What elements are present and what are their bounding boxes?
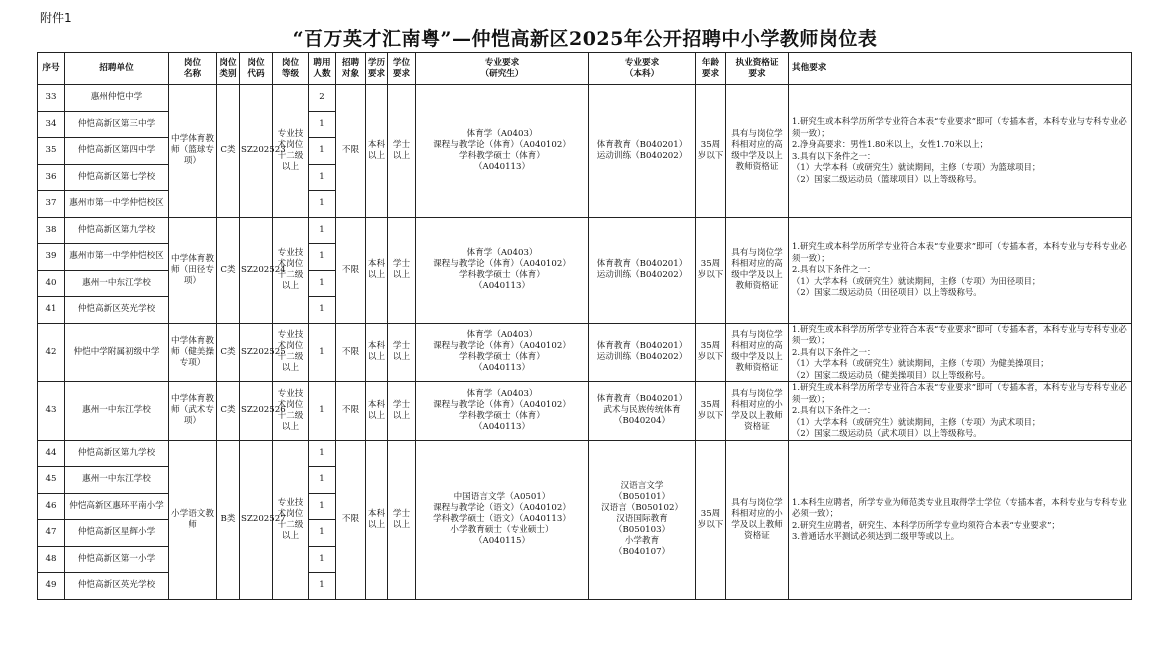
- seq-cell: 35: [38, 138, 65, 165]
- count-cell: 1: [309, 520, 336, 547]
- major-ug-line: 体育教育（B040201）: [596, 139, 688, 150]
- degree-cell: 学士以上: [388, 217, 416, 323]
- header-other: 其他要求: [789, 53, 1132, 85]
- table-row: [38, 85, 1132, 112]
- other-req-line: 3.普通话水平测试必须达到二级甲等或以上。: [792, 531, 960, 541]
- seq-cell: 33: [38, 85, 65, 112]
- header-age: [696, 53, 726, 85]
- count-cell: 1: [309, 217, 336, 244]
- post-level-cell: 专业技术岗位十二级以上: [273, 382, 309, 441]
- count-cell: 1: [309, 382, 336, 441]
- other-req-cell: [789, 85, 1132, 218]
- annex-label: 附件1: [40, 11, 72, 25]
- unit-cell: 惠州一中东江学校: [65, 467, 169, 494]
- unit-cell: 仲恺高新区英光学校: [65, 297, 169, 324]
- other-req-line: 2.净身高要求：男性1.80米以上，女性1.70米以上；: [792, 139, 989, 150]
- header-major-ug: [589, 53, 696, 85]
- unit-cell: 惠州市第一中学仲恺校区: [65, 191, 169, 218]
- header-text: 招聘: [341, 57, 360, 68]
- header-cert: [726, 53, 789, 85]
- major-grad-cell: [416, 382, 589, 441]
- seq-cell: 38: [38, 217, 65, 244]
- major-grad-line: 课程与教学论（体育）（A040102）: [433, 399, 571, 410]
- target-cell: 不限: [336, 382, 366, 441]
- seq-cell: 45: [38, 467, 65, 494]
- header-text: 专业要求: [484, 57, 520, 68]
- post-type-cell: B类: [217, 440, 240, 599]
- other-req-line: 1.研究生或本科学历所学专业符合本表“专业要求”即可（专插本者，本科专业与专科专业必须一致）；: [792, 323, 1127, 345]
- other-req-cell: [789, 440, 1132, 599]
- header-text: 对象: [341, 68, 360, 79]
- count-cell: 1: [309, 244, 336, 271]
- header-text: 学位: [392, 57, 411, 68]
- major-grad-line: 学科教学硕士（语文）（A040113）: [433, 514, 571, 524]
- other-req-line: （2）国家二级运动员（健美操项目）以上等级称号。: [792, 369, 990, 380]
- table-row: [38, 323, 1132, 382]
- header-text: 类别: [219, 68, 237, 79]
- header-post-code: [240, 53, 273, 85]
- unit-cell: 惠州仲恺中学: [65, 85, 169, 112]
- edu-cell: 本科以上: [366, 85, 388, 218]
- target-cell: 不限: [336, 217, 366, 323]
- major-ug-line: 运动训练（B040202）: [596, 150, 688, 161]
- major-grad-line: 体育学（A0403）: [466, 388, 538, 399]
- other-req-line: 3.具有以下条件之一：: [792, 150, 876, 161]
- unit-cell: 仲恺高新区第七学校: [65, 164, 169, 191]
- cert-cell: 具有与岗位学科相对应的小学及以上教师资格证: [726, 440, 789, 599]
- major-grad-line: 课程与教学论（语文）（A040102）: [433, 503, 571, 513]
- header-text: 名称: [183, 68, 202, 79]
- header-edu: [366, 53, 388, 85]
- major-ug-line: （B040204）: [613, 416, 671, 427]
- major-grad-line: （A040113）: [473, 363, 531, 374]
- post-type-cell: C类: [217, 217, 240, 323]
- major-grad-cell: [416, 323, 589, 382]
- seq-cell: 46: [38, 493, 65, 520]
- header-text: 年龄: [701, 57, 720, 68]
- other-req-line: （2）国家二级运动员（篮球项目）以上等级称号。: [792, 173, 982, 184]
- other-req-line: （2）国家二级运动员（田径项目）以上等级称号。: [792, 287, 982, 298]
- count-cell: 1: [309, 493, 336, 520]
- target-cell: 不限: [336, 440, 366, 599]
- other-req-line: 2.具有以下条件之一：: [792, 346, 876, 357]
- cert-cell: 具有与岗位学科相对应的小学及以上教师资格证: [726, 382, 789, 441]
- major-grad-line: （A040113）: [473, 421, 531, 432]
- recruitment-table: [37, 52, 1132, 600]
- major-ug-cell: [589, 85, 696, 218]
- cert-cell: 具有与岗位学科相对应的高级中学及以上教师资格证: [726, 323, 789, 382]
- post-name-cell: 小学语文教师: [169, 440, 217, 599]
- header-post-level: [273, 53, 309, 85]
- post-code-cell: SZ202527: [240, 440, 273, 599]
- major-ug-line: 汉语国际教育: [616, 514, 668, 524]
- header-count: [309, 53, 336, 85]
- major-grad-line: 课程与教学论（体育）（A040102）: [433, 341, 571, 352]
- unit-cell: 仲恺高新区第九学校: [65, 440, 169, 467]
- seq-cell: 40: [38, 270, 65, 297]
- unit-cell: 惠州一中东江学校: [65, 382, 169, 441]
- count-cell: 1: [309, 573, 336, 600]
- seq-cell: 42: [38, 323, 65, 382]
- unit-cell: 仲恺高新区英光学校: [65, 573, 169, 600]
- other-req-line: 1.本科生应聘者，所学专业为师范类专业且取得学士学位（专插本者，本科专业与专科专业必须一致）；: [792, 496, 1127, 518]
- age-cell: 35周岁以下: [696, 85, 726, 218]
- post-level-cell: 专业技术岗位十二级以上: [273, 217, 309, 323]
- major-grad-line: 体育学（A0403）: [466, 128, 538, 139]
- major-ug-line: 汉语言（B050102）: [600, 503, 684, 513]
- target-cell: 不限: [336, 85, 366, 218]
- post-level-cell: 专业技术岗位十二级以上: [273, 440, 309, 599]
- other-req-cell: [789, 382, 1132, 441]
- other-req-cell: [789, 323, 1132, 382]
- major-ug-cell: [589, 323, 696, 382]
- seq-cell: 43: [38, 382, 65, 441]
- unit-cell: 惠州市第一中学仲恺校区: [65, 244, 169, 271]
- count-cell: 1: [309, 467, 336, 494]
- unit-cell: 仲恺高新区第一小学: [65, 546, 169, 573]
- major-ug-line: 体育教育（B040201）: [596, 341, 688, 352]
- unit-cell: 仲恺高新区惠环平南小学: [65, 493, 169, 520]
- major-ug-line: 运动训练（B040202）: [596, 352, 688, 363]
- header-text: 专业要求: [624, 57, 660, 68]
- unit-cell: 仲恺高新区第九学校: [65, 217, 169, 244]
- other-req-line: （2）国家二级运动员（武术项目）以上等级称号。: [792, 428, 982, 438]
- major-grad-line: 学科教学硕士（体育）: [459, 410, 545, 421]
- header-text: 岗位: [281, 57, 300, 68]
- major-grad-line: 学科教学硕士（体育）: [459, 270, 545, 280]
- major-grad-line: （A040113）: [473, 161, 531, 172]
- table-body: [38, 85, 1132, 600]
- count-cell: 1: [309, 546, 336, 573]
- major-ug-line: 武术与民族传统体育: [603, 405, 681, 416]
- header-text: 人数: [313, 68, 331, 79]
- post-type-cell: C类: [217, 323, 240, 382]
- post-level-cell: 专业技术岗位十二级以上: [273, 323, 309, 382]
- post-level-cell: 专业技术岗位十二级以上: [273, 85, 309, 218]
- post-name-cell: 中学体育教师（武术专项）: [169, 382, 217, 441]
- other-req-line: 2.研究生应聘者，研究生、本科学历所学专业均须符合本表“专业要求”；: [792, 519, 1060, 530]
- header-text: 要求: [701, 68, 720, 79]
- degree-cell: 学士以上: [388, 323, 416, 382]
- post-name-cell: 中学体育教师（健美操专项）: [169, 323, 217, 382]
- major-grad-line: 课程与教学论（体育）（A040102）: [433, 139, 571, 150]
- count-cell: 1: [309, 111, 336, 138]
- header-text: 要求: [748, 68, 766, 79]
- post-code-cell: SZ202525: [240, 323, 273, 382]
- major-ug-line: （B050103）: [613, 525, 671, 535]
- major-ug-line: （B050101）: [613, 492, 671, 502]
- age-cell: 35周岁以下: [696, 440, 726, 599]
- major-grad-line: 课程与教学论（体育）（A040102）: [433, 259, 571, 269]
- count-cell: 1: [309, 191, 336, 218]
- major-ug-line: 小学教育: [624, 536, 660, 546]
- page-title: “百万英才汇南粤”—仲恺高新区2025年公开招聘中小学教师岗位表: [292, 28, 878, 50]
- other-req-line: 2.具有以下条件之一：: [792, 264, 876, 275]
- header-text: 学历: [367, 57, 386, 68]
- age-cell: 35周岁以下: [696, 217, 726, 323]
- seq-cell: 49: [38, 573, 65, 600]
- major-grad-line: 中国语言文学（A0501）: [453, 492, 551, 502]
- header-major-grad: [416, 53, 589, 85]
- edu-cell: 本科以上: [366, 440, 388, 599]
- header-text: 要求: [392, 68, 411, 79]
- major-grad-line: 体育学（A0403）: [466, 330, 538, 341]
- count-cell: 1: [309, 270, 336, 297]
- header-text: 代码: [247, 68, 265, 79]
- header-text: 执业资格证: [735, 57, 779, 68]
- degree-cell: 学士以上: [388, 85, 416, 218]
- header-text: 等级: [281, 68, 300, 79]
- count-cell: 2: [309, 85, 336, 112]
- other-req-line: 1.研究生或本科学历所学专业符合本表“专业要求”即可（专插本者，本科专业与专科专业必须一致）；: [792, 382, 1127, 404]
- unit-cell: 仲恺中学附属初级中学: [65, 323, 169, 382]
- major-grad-cell: [416, 85, 589, 218]
- header-post-type: [217, 53, 240, 85]
- major-grad-line: 体育学（A0403）: [466, 248, 538, 258]
- header-text: 岗位: [219, 57, 237, 68]
- major-ug-line: 汉语言文学: [620, 481, 664, 491]
- other-req-line: 1.研究生或本科学历所学专业符合本表“专业要求”即可（专插本者，本科专业与专科专业必须一致）；: [792, 241, 1127, 263]
- header-text: （研究生）: [480, 68, 524, 79]
- major-ug-cell: [589, 217, 696, 323]
- major-grad-line: 小学教育硕士（专业硕士）: [450, 525, 554, 535]
- post-code-cell: SZ202524: [240, 217, 273, 323]
- header-target: [336, 53, 366, 85]
- post-code-cell: SZ202523: [240, 85, 273, 218]
- seq-cell: 34: [38, 111, 65, 138]
- age-cell: 35周岁以下: [696, 382, 726, 441]
- other-req-line: （1）大学本科（或研究生）就读期间，主修（专项）为武术项目；: [792, 416, 1041, 427]
- table-row: [38, 217, 1132, 244]
- header-seq: 序号: [38, 53, 65, 85]
- post-code-cell: SZ202526: [240, 382, 273, 441]
- other-req-cell: [789, 217, 1132, 323]
- unit-cell: 仲恺高新区第三中学: [65, 111, 169, 138]
- major-grad-line: 学科教学硕士（体育）: [459, 150, 545, 161]
- seq-cell: 37: [38, 191, 65, 218]
- table-header-row: [38, 53, 1132, 85]
- age-cell: 35周岁以下: [696, 323, 726, 382]
- header-text: 聘用: [313, 57, 331, 68]
- seq-cell: 36: [38, 164, 65, 191]
- other-req-line: （1）大学本科（或研究生）就读期间，主修（专项）为田径项目；: [792, 275, 1041, 286]
- seq-cell: 41: [38, 297, 65, 324]
- other-req-line: 1.研究生或本科学历所学专业符合本表“专业要求”即可（专插本者，本科专业与专科专业必须一致）；: [792, 116, 1127, 138]
- count-cell: 1: [309, 440, 336, 467]
- edu-cell: 本科以上: [366, 323, 388, 382]
- major-ug-cell: [589, 382, 696, 441]
- cert-cell: 具有与岗位学科相对应的高级中学及以上教师资格证: [726, 217, 789, 323]
- edu-cell: 本科以上: [366, 382, 388, 441]
- count-cell: 1: [309, 138, 336, 165]
- target-cell: 不限: [336, 323, 366, 382]
- count-cell: 1: [309, 297, 336, 324]
- major-ug-line: 运动训练（B040202）: [596, 270, 688, 280]
- major-ug-line: （B040107）: [613, 547, 671, 557]
- seq-cell: 47: [38, 520, 65, 547]
- seq-cell: 44: [38, 440, 65, 467]
- unit-cell: 惠州一中东江学校: [65, 270, 169, 297]
- post-name-cell: 中学体育教师（田径专项）: [169, 217, 217, 323]
- count-cell: 1: [309, 164, 336, 191]
- count-cell: 1: [309, 323, 336, 382]
- post-type-cell: C类: [217, 85, 240, 218]
- major-ug-cell: [589, 440, 696, 599]
- post-name-cell: 中学体育教师（篮球专项）: [169, 85, 217, 218]
- header-post-name: [169, 53, 217, 85]
- header-text: 要求: [367, 68, 386, 79]
- table-row: [38, 440, 1132, 467]
- major-ug-line: 体育教育（B040201）: [596, 394, 688, 405]
- header-text: （本科）: [624, 68, 660, 79]
- post-type-cell: C类: [217, 382, 240, 441]
- major-grad-line: （A040115）: [473, 536, 531, 546]
- major-ug-line: 体育教育（B040201）: [596, 259, 688, 269]
- major-grad-line: （A040113）: [473, 281, 531, 291]
- other-req-line: （1）大学本科（或研究生）就读期间，主修（专项）为篮球项目；: [792, 162, 1041, 173]
- header-degree: [388, 53, 416, 85]
- seq-cell: 39: [38, 244, 65, 271]
- unit-cell: 仲恺高新区第四中学: [65, 138, 169, 165]
- header-text: 岗位: [247, 57, 265, 68]
- cert-cell: 具有与岗位学科相对应的高级中学及以上教师资格证: [726, 85, 789, 218]
- seq-cell: 48: [38, 546, 65, 573]
- other-req-line: （1）大学本科（或研究生）就读期间，主修（专项）为健美操项目；: [792, 358, 1049, 368]
- unit-cell: 仲恺高新区星辉小学: [65, 520, 169, 547]
- other-req-line: 2.具有以下条件之一：: [792, 405, 876, 415]
- table-row: [38, 382, 1132, 441]
- edu-cell: 本科以上: [366, 217, 388, 323]
- degree-cell: 学士以上: [388, 440, 416, 599]
- header-text: 岗位: [183, 57, 202, 68]
- major-grad-cell: [416, 440, 589, 599]
- major-grad-cell: [416, 217, 589, 323]
- degree-cell: 学士以上: [388, 382, 416, 441]
- major-grad-line: 学科教学硕士（体育）: [459, 352, 545, 363]
- header-unit: 招聘单位: [65, 53, 169, 85]
